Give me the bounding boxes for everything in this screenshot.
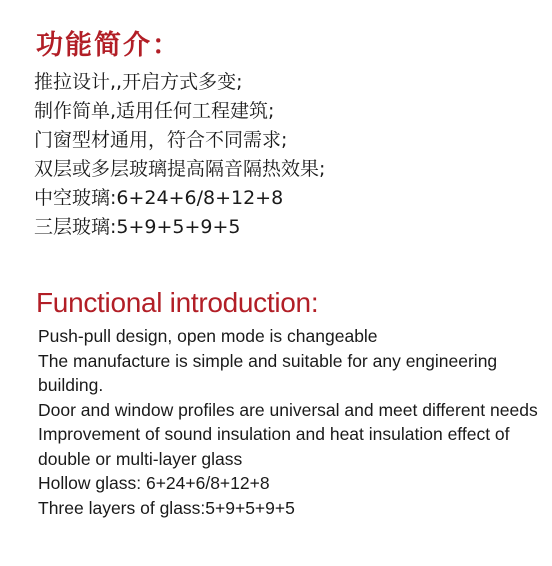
english-line-insulation: Improvement of sound insulation and heat insulation effect of double or multi-layer glass	[38, 424, 510, 469]
english-line-triple-glass: Three layers of glass:5+9+5+9+5	[38, 497, 295, 518]
chinese-line-triple-glass: 三层玻璃:5+9+5+9+5	[34, 216, 241, 238]
chinese-section-title: 功能简介：	[36, 30, 181, 61]
english-line-simple-manufacture: The manufacture is simple and suitable for any engineering building.	[38, 350, 498, 395]
chinese-line-insulation: 双层或多层玻璃提高隔音隔热效果;	[34, 158, 326, 180]
english-intro-section	[0, 286, 552, 520]
chinese-line-push-pull: 推拉设计,,开启方式多变;	[34, 71, 243, 93]
chinese-line-simple-production: 制作简单,适用任何工程建筑;	[34, 100, 275, 122]
english-line-hollow-glass: Hollow glass: 6+24+6/8+12+8	[38, 473, 270, 493]
chinese-intro-section	[0, 28, 552, 242]
english-section-title: Functional introduction:	[36, 287, 319, 318]
english-line-universal-profiles: Door and window profiles are universal and meet different needs	[38, 399, 538, 420]
chinese-line-hollow-glass: 中空玻璃:6+24+6/8+12+8	[34, 187, 284, 209]
english-feature-list	[38, 324, 538, 520]
english-line-push-pull: Push-pull design, open mode is changeable	[38, 326, 378, 346]
chinese-line-universal-profiles: 门窗型材通用，符合不同需求;	[34, 129, 288, 151]
